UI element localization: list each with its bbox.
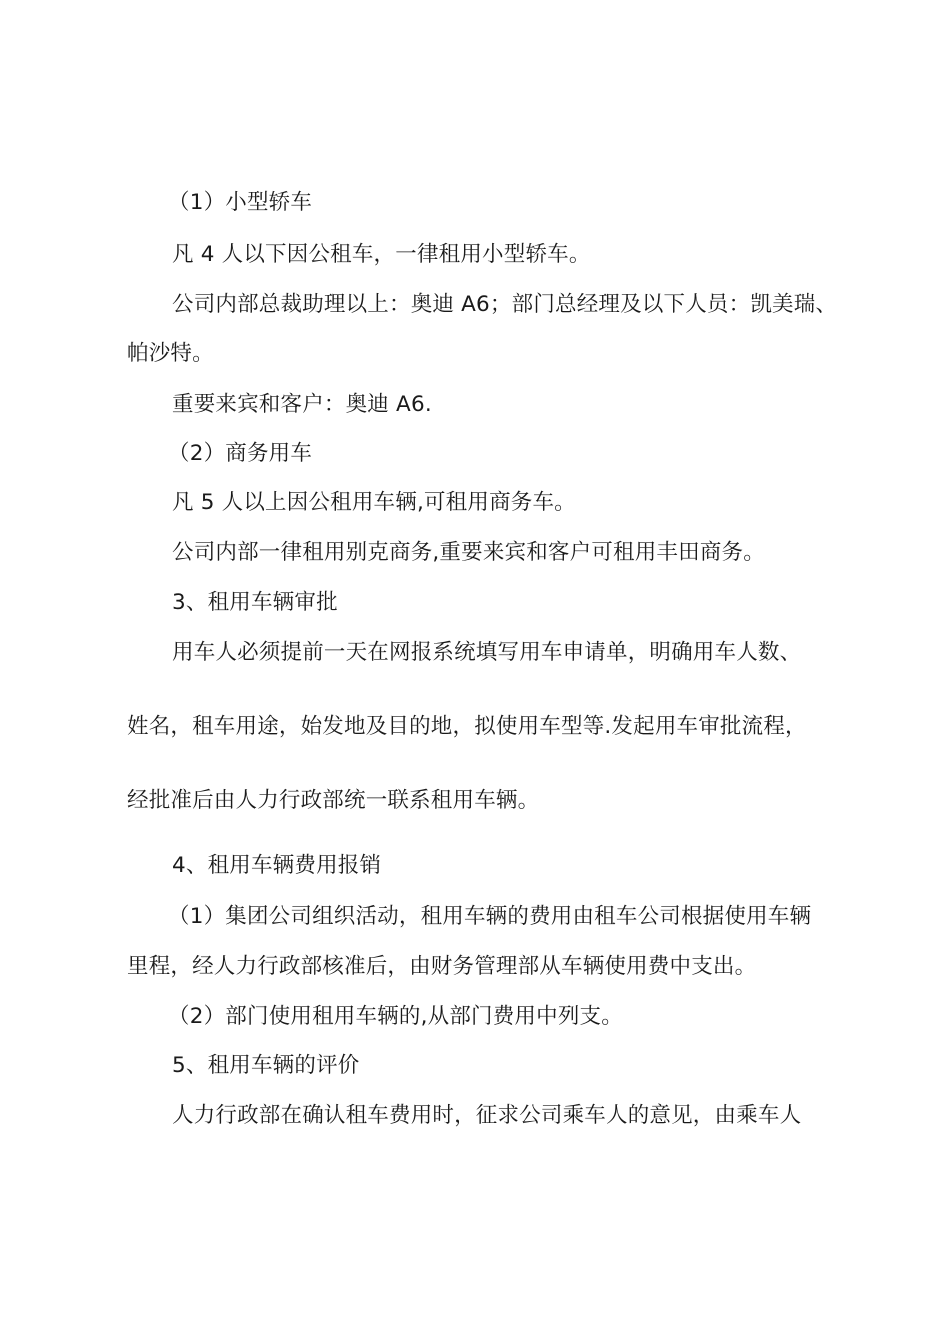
- section-heading-reimbursement: 4、租用车辆费用报销: [172, 853, 382, 878]
- subheading-business-vehicle: （2）商务用车: [168, 441, 313, 466]
- section-heading-evaluation: 5、租用车辆的评价: [172, 1053, 360, 1078]
- subheading-small-sedan: （1）小型轿车: [168, 190, 313, 215]
- paragraph-line: 用车人必须提前一天在网报系统填写用车申请单，明确用车人数、: [172, 640, 802, 665]
- paragraph-line: 凡 5 人以上因公租用车辆,可租用商务车。: [172, 490, 576, 515]
- paragraph-line: （2）部门使用租用车辆的,从部门费用中列支。: [168, 1004, 623, 1029]
- paragraph-line: 公司内部一律租用别克商务,重要来宾和客户可租用丰田商务。: [172, 540, 765, 565]
- paragraph-line: 里程，经人力行政部核准后，由财务管理部从车辆使用费中支出。: [127, 954, 757, 979]
- paragraph-line: 姓名，租车用途，始发地及目的地，拟使用车型等.发起用车审批流程，: [127, 714, 807, 739]
- paragraph-line: 经批准后由人力行政部统一联系租用车辆。: [127, 788, 540, 813]
- paragraph-line: 公司内部总裁助理以上：奥迪 A6；部门总经理及以下人员：凯美瑞、: [172, 292, 838, 317]
- paragraph-line: （1）集团公司组织活动，租用车辆的费用由租车公司根据使用车辆: [168, 904, 812, 929]
- paragraph-line: 重要来宾和客户：奥迪 A6.: [172, 392, 432, 417]
- paragraph-line: 帕沙特。: [127, 341, 214, 366]
- section-heading-approval: 3、租用车辆审批: [172, 590, 338, 615]
- paragraph-line: 人力行政部在确认租车费用时，征求公司乘车人的意见，由乘车人: [172, 1103, 802, 1128]
- paragraph-line: 凡 4 人以下因公租车，一律租用小型轿车。: [172, 242, 591, 267]
